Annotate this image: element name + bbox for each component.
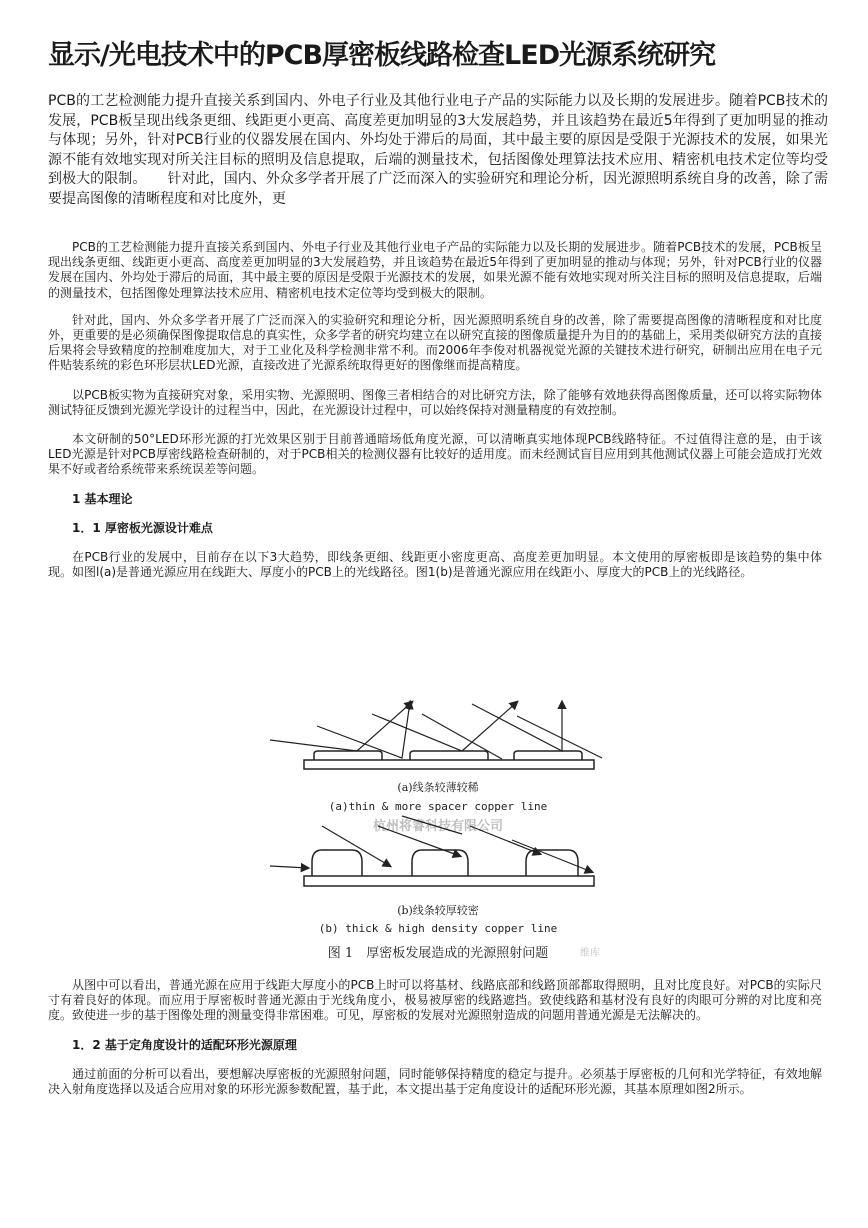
paragraph: 从图中可以看出，普通光源在应用于线距大厚度小的PCB上时可以将基材、线路底部和线路顶部都取得照明，且对比度良好。对PCB的实际尺寸有着良好的体现。而应用于厚密板时普通光源由于光线角度小，极易被厚密的线路遮挡。致使线路和基材没有良好的肉眼可分辨的对比度和亮度。致使进一步的基于图像处理的测量变得非常困难。可见，厚密板的发展对光源照射造成的问题用普通光源是无法解决的。 [48,978,822,1023]
diagram-b-light-rays [270,816,592,872]
paragraph: 本文研制的50°LED环形光源的打光效果区别于目前普通暗场低角度光源，可以清晰真实地体现PCB线路特征。不过值得注意的是，由于该LED光源是针对PCB厚密线路检查研制的，对于PCB相关的检测仪器有比较好的适用度。而未经测试盲目应用到其他测试仪器上可能会造成打光效果不好或者给系统带来系统误差等问题。 [48,432,822,477]
abstract: PCB的工艺检测能力提升直接关系到国内、外电子行业及其他行业电子产品的实际能力以及长期的发展进步。随着PCB技术的发展，PCB板呈现出线条更细、线距更小更高、高度差更加明显的3大发展趋势，并且该趋势在最近5年得到了更加明显的推动与体现；另外，针对PCB行业的仪器发展在国内、外均处于滞后的局面，其中最主要的原因是受限于光源技术的发展，如果光源不能有效地实现对所关注目标的照明及信息提取，后端的测量技术，包括图像处理算法技术应用、精密机电技术定位等均受到极大的限制。 针对此，国内、外众多学者开展了广泛而深入的实验研究和理论分析，因光源照明系统自身的改善，除了需要提高图像的清晰程度和对比度外，更 [48,93,828,207]
article-body-continued [48,978,822,1097]
figure-1 [262,690,614,970]
article-body [48,240,822,580]
paragraph: 针对此，国内、外众多学者开展了广泛而深入的实验研究和理论分析，因光源照明系统自身的改善，除了需要提高图像的清晰程度和对比度外，更重要的是必须确保图像提取信息的真实性，众多学者的研究均建立在以研究直接的图像质量提升为目的的基础上，采用类似研究方法的直接后果将会导致精度的控制难度加大，对于工业化及科学检测非常不利。而2006年李俊对机器视觉光源的关键技术进行研究，研制出应用在电子元件贴装系统的彩色环形层状LED光源，直接改进了光源系统取得更好的图像继而提高精度。 [48,312,822,373]
subsection-heading: 1．2 基于定角度设计的适配环形光源原理 [72,1037,297,1052]
page-title: 显示/光电技术中的PCB厚密板线路检查LED光源系统研究 [48,40,716,71]
figure-label-a-en: (a)thin & more spacer copper line [328,800,548,813]
paragraph: 通过前面的分析可以看出，要想解决厚密板的光源照射问题，同时能够保持精度的稳定与提升。必须基于厚密板的几何和光学特征，有效地解决入射角度选择以及适合应用对象的环形光源参数配置，基于此，本文提出基于定角度设计的适配环形光源，其基本原理如图2所示。 [48,1066,822,1096]
paragraph: 在PCB行业的发展中，目前存在以下3大趋势，即线条更细、线距更小密度更高、高度差更加明显。本文使用的厚密板即是该趋势的集中体现。如图l(a)是普通光源应用在线距大、厚度小的PCB上的光线路径。图1(b)是普通光源应用在线距小、厚度大的PCB上的光线路径。 [48,549,822,579]
section-heading: 1 基本理论 [72,491,133,506]
figure-label-a-cn: (a)线条较薄较稀 [397,781,479,794]
figure-1-diagram [262,690,614,970]
paragraph: 以PCB板实物为直接研究对象，采用实物、光源照明、图像三者相结合的对比研究方法，除了能够有效地获得高图像质量，还可以将实际物体测试特征反馈到光源光学设计的过程当中，因此，在光源设计过程中，可以始终保持对测量精度的有效控制。 [48,387,822,417]
diagram-a-board [304,751,594,769]
subsection-heading: 1．1 厚密板光源设计难点 [72,520,213,535]
figure-label-b-en: (b) thick & high density copper line [318,922,558,935]
caption-watermark: 维库 [580,948,600,959]
watermark-text: 杭州将睿科技有限公司 [372,819,504,834]
figure-caption: 图 1 厚密板发展造成的光源照射问题 [327,946,549,961]
paragraph: PCB的工艺检测能力提升直接关系到国内、外电子行业及其他行业电子产品的实际能力以及长期的发展进步。随着PCB技术的发展，PCB板呈现出线条更细、线距更小更高、高度差更加明显的3大发展趋势，并且该趋势在最近5年得到了更加明显的推动与体现；另外，针对PCB行业的仪器发展在国内、外均处于滞后的局面，其中最主要的原因是受限于光源技术的发展，如果光源不能有效地实现对所关注目标的照明及信息提取，后端的测量技术，包括图像处理算法技术应用、精密机电技术定位等均受到极大的限制。 [48,240,822,300]
figure-label-b-cn: (b)线条较厚较密 [397,904,479,917]
